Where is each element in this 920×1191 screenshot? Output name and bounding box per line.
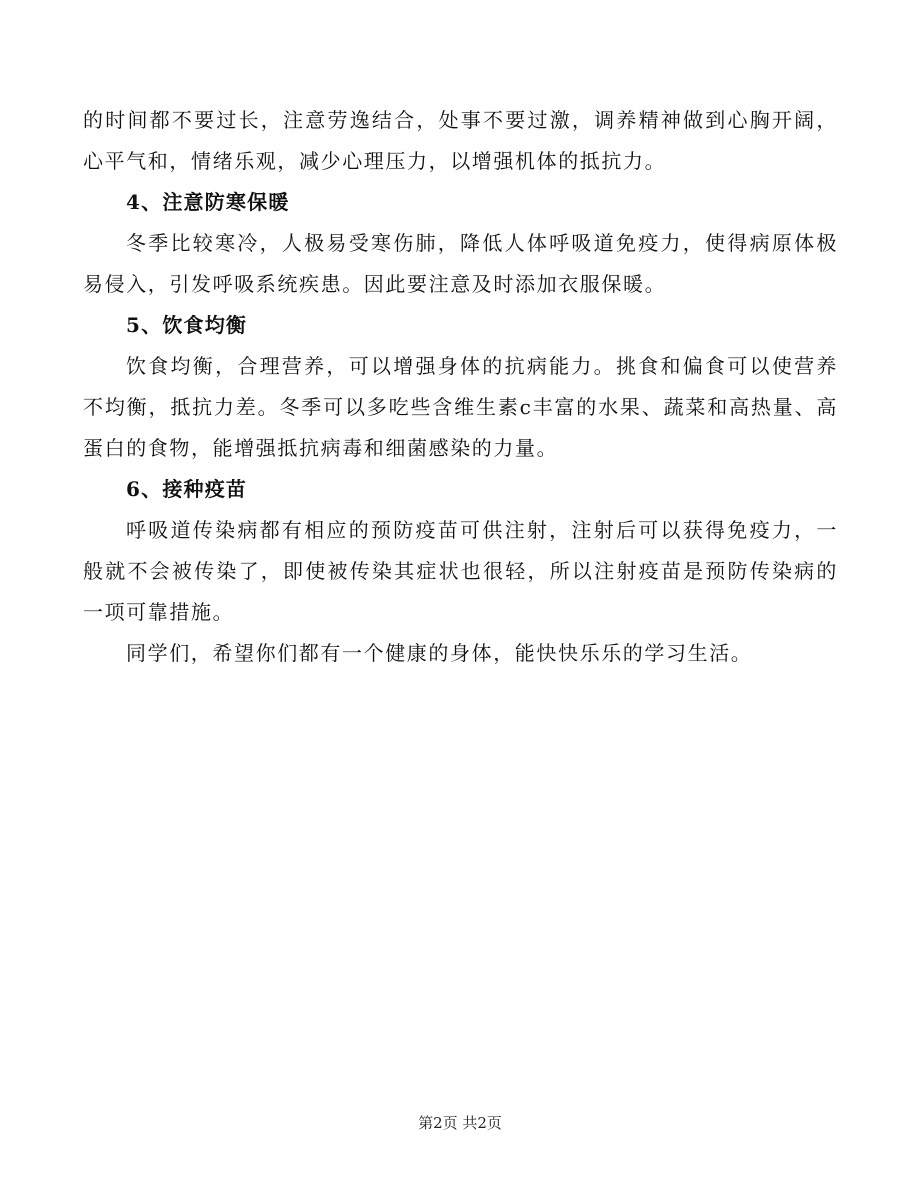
document-body xyxy=(83,100,838,674)
section-heading-keep-warm: 4、注意防寒保暖 xyxy=(126,190,290,214)
paragraph-continuation: 的时间都不要过长，注意劳逸结合，处事不要过激，调养精神做到心胸开阔，心平气和，情绪乐观，减少心理压力，以增强机体的抵抗力。 xyxy=(83,108,838,173)
paragraph-balanced-diet: 饮食均衡，合理营养，可以增强身体的抗病能力。挑食和偏食可以使营养不均衡，抵抗力差。冬季可以多吃些含维生素c丰富的水果、蔬菜和高热量、高蛋白的食物，能增强抵抗病毒和细菌感染的力量。 xyxy=(83,354,838,460)
page-number-footer: 第2页 共2页 xyxy=(418,1114,502,1132)
paragraph-closing: 同学们，希望你们都有一个健康的身体，能快快乐乐的学习生活。 xyxy=(126,641,753,665)
paragraph-vaccination: 呼吸道传染病都有相应的预防疫苗可供注射，注射后可以获得免疫力，一般就不会被传染了，即使被传染其症状也很轻，所以注射疫苗是预防传染病的一项可靠措施。 xyxy=(83,518,838,624)
paragraph-keep-warm: 冬季比较寒冷，人极易受寒伤肺，降低人体呼吸道免疫力，使得病原体极易侵入，引发呼吸系统疾患。因此要注意及时添加衣服保暖。 xyxy=(83,231,838,296)
section-heading-balanced-diet: 5、饮食均衡 xyxy=(126,313,248,337)
section-heading-vaccination: 6、接种疫苗 xyxy=(126,477,248,501)
